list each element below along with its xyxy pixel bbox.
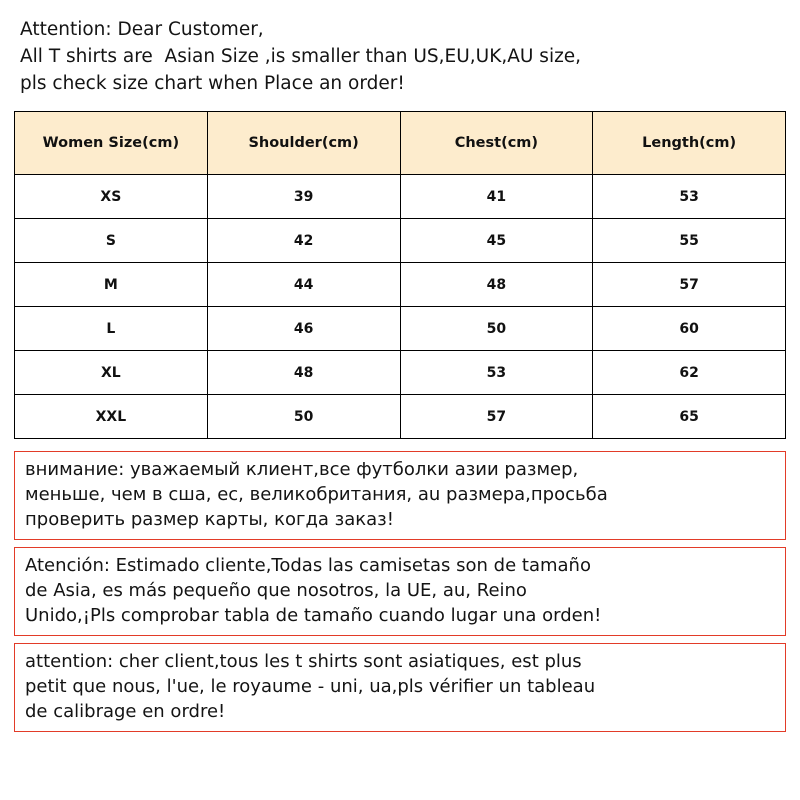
note-line: attention: cher client,tous les t shirts sont asiatiques, est plus xyxy=(25,651,582,672)
cell-shoulder: 39 xyxy=(207,175,400,219)
table-body xyxy=(15,175,786,439)
note-line: de Asia, es más pequeño que nosotros, la UE, au, Reino xyxy=(25,580,527,601)
cell-chest: 41 xyxy=(400,175,593,219)
cell-shoulder: 42 xyxy=(207,219,400,263)
note-russian xyxy=(14,451,786,540)
cell-size: XL xyxy=(15,351,208,395)
translated-notes xyxy=(14,451,786,732)
table-row xyxy=(15,307,786,351)
note-line: внимание: уважаемый клиент,все футболки азии размер, xyxy=(25,459,579,480)
attention-line-2: All T shirts are Asian Size ,is smaller than US,EU,UK,AU size, xyxy=(20,46,582,67)
cell-length: 60 xyxy=(593,307,786,351)
note-line: petit que nous, l'ue, le royaume - uni, ua,pls vérifier un tableau xyxy=(25,676,596,697)
note-line: Unido,¡Pls comprobar tabla de tamaño cuando lugar una orden! xyxy=(25,605,602,626)
cell-shoulder: 46 xyxy=(207,307,400,351)
table-row xyxy=(15,175,786,219)
cell-length: 53 xyxy=(593,175,786,219)
cell-shoulder: 44 xyxy=(207,263,400,307)
note-line: проверить размер карты, когда заказ! xyxy=(25,509,394,530)
column-header-chest: Chest(cm) xyxy=(400,112,593,175)
cell-chest: 50 xyxy=(400,307,593,351)
size-chart-table xyxy=(14,111,786,439)
column-header-length: Length(cm) xyxy=(593,112,786,175)
cell-size: L xyxy=(15,307,208,351)
table-row xyxy=(15,395,786,439)
cell-size: S xyxy=(15,219,208,263)
cell-length: 55 xyxy=(593,219,786,263)
cell-chest: 45 xyxy=(400,219,593,263)
table-header-row xyxy=(15,112,786,175)
cell-length: 57 xyxy=(593,263,786,307)
cell-chest: 48 xyxy=(400,263,593,307)
note-spanish xyxy=(14,547,786,636)
column-header-women-size: Women Size(cm) xyxy=(15,112,208,175)
note-french xyxy=(14,643,786,732)
table-row xyxy=(15,263,786,307)
cell-length: 65 xyxy=(593,395,786,439)
attention-line-1: Attention: Dear Customer, xyxy=(20,19,264,40)
cell-shoulder: 48 xyxy=(207,351,400,395)
cell-length: 62 xyxy=(593,351,786,395)
column-header-shoulder: Shoulder(cm) xyxy=(207,112,400,175)
table-header xyxy=(15,112,786,175)
cell-chest: 53 xyxy=(400,351,593,395)
cell-size: XXL xyxy=(15,395,208,439)
cell-chest: 57 xyxy=(400,395,593,439)
cell-size: M xyxy=(15,263,208,307)
note-line: меньше, чем в сша, ес, великобритания, au размера,просьба xyxy=(25,484,608,505)
table-row xyxy=(15,351,786,395)
table-row xyxy=(15,219,786,263)
note-line: de calibrage en ordre! xyxy=(25,701,226,722)
note-line: Atención: Estimado cliente,Todas las camisetas son de tamaño xyxy=(25,555,591,576)
cell-shoulder: 50 xyxy=(207,395,400,439)
attention-line-3: pls check size chart when Place an order! xyxy=(20,73,405,94)
attention-notice xyxy=(20,16,786,97)
cell-size: XS xyxy=(15,175,208,219)
